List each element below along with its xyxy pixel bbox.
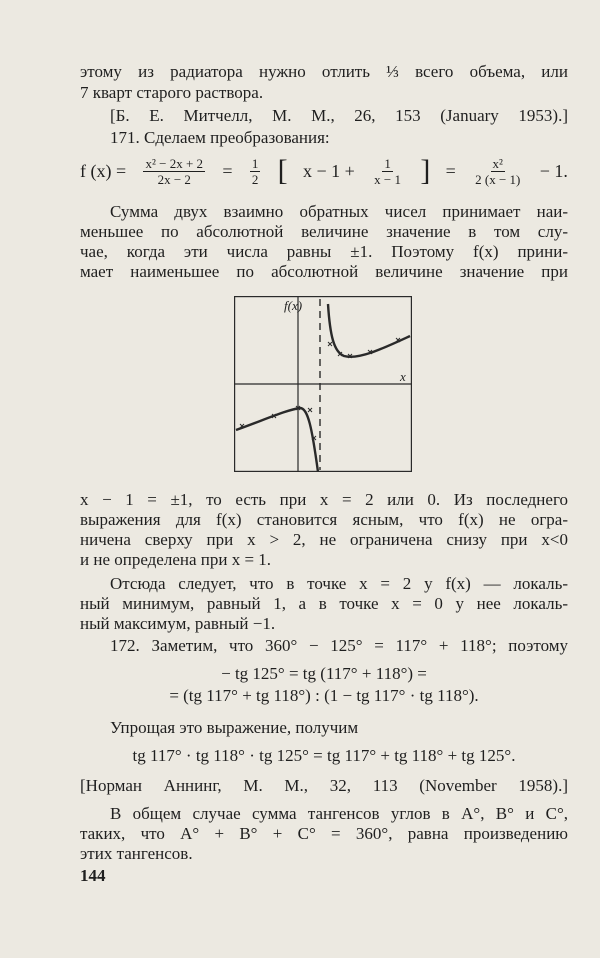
text-line-2: 7 кварт старого раствора.	[80, 83, 264, 102]
text-line-22: В общем случае сумма тангенсов углов в A°, B° и C°,	[110, 804, 568, 823]
formula-middle: x − 1 +	[303, 160, 355, 181]
problem-172-heading: 172. Заметим, что 360° − 125° = 117° + 118°; поэтому	[110, 636, 568, 655]
page-number: 144	[80, 866, 106, 885]
text-line-1: этому из радиатора нужно отлить ⅓ всего объема, или	[80, 62, 568, 81]
fraction-3	[372, 156, 403, 187]
text-line-13: Отсюда следует, что в точке x = 2 у f(x) — локаль-	[110, 574, 568, 593]
right-bracket: ]	[420, 154, 431, 187]
fraction-1-denominator: 2x − 2	[157, 171, 191, 187]
fraction-4-denominator: 2 (x − 1)	[475, 171, 521, 187]
text-line-10: выражения для f(x) становится ясным, что f(x) не огра-	[80, 510, 568, 529]
equation-line-2: = (tg 117° + tg 118°) : (1 − tg 117° · tg 118°).	[169, 686, 479, 705]
result-equation: tg 117° · tg 118° · tg 125° = tg 117° + tg 118° + tg 125°.	[132, 746, 516, 765]
text-line-14: ный минимум, равный 1, а в точке x = 0 у нее локаль-	[80, 594, 568, 613]
formula-tail: − 1.	[539, 160, 568, 181]
fraction-2-denominator: 2	[251, 171, 259, 187]
equation-line-1: − tg 125° = tg (117° + 118°) =	[221, 664, 427, 683]
text-line-12: и не определена при x = 1.	[80, 550, 272, 569]
text-line-23: таких, что A° + B° + C° = 360°, равна произведению	[80, 824, 568, 843]
fraction-1	[143, 156, 205, 187]
formula-equals-2: =	[445, 160, 456, 181]
text-line-8: мает наименьшее по абсолютной величине значение при	[80, 262, 568, 281]
text-line-6: меньшее по абсолютной величине значение в том слу-	[80, 222, 568, 241]
left-bracket: [	[277, 154, 288, 187]
formula-lhs: f (x) =	[80, 160, 127, 181]
citation-mitchell: [Б. Е. Митчелл, М. М., 26, 153 (January 1953).]	[110, 106, 568, 125]
formula-equals-1: =	[222, 160, 233, 181]
problem-171-heading: 171. Сделаем преобразования:	[110, 128, 330, 147]
fraction-4-numerator: x²	[492, 155, 503, 171]
fraction-3-denominator: x − 1	[374, 171, 401, 187]
fraction-2-numerator: 1	[251, 155, 259, 171]
text-line-19: Упрощая это выражение, получим	[110, 718, 359, 737]
right-branch-curve	[328, 304, 410, 357]
transformation-formula	[80, 150, 568, 192]
text-line-11: ничена сверху при x > 2, не ограничена снизу при x<0	[80, 530, 568, 549]
text-line-9: x − 1 = ±1, то есть при x = 2 или 0. Из последнего	[80, 490, 568, 509]
y-axis-label: f(x)	[284, 298, 303, 313]
text-line-24: этих тангенсов.	[80, 844, 193, 863]
text-line-5: Сумма двух взаимно обратных чисел принимает наи-	[110, 202, 568, 221]
citation-anning: [Норман Аннинг, М. М., 32, 113 (November 1958).]	[80, 776, 568, 795]
fraction-1-numerator: x² − 2x + 2	[145, 155, 204, 171]
fraction-4	[473, 156, 522, 187]
text-line-15: ный максимум, равный −1.	[80, 614, 276, 633]
fraction-2	[250, 156, 261, 187]
text-line-7: чае, когда эти числа равны ±1. Поэтому f(x) прини-	[80, 242, 568, 261]
fraction-3-numerator: 1	[384, 155, 391, 171]
x-axis-label: x	[400, 369, 406, 384]
function-graph	[234, 296, 412, 472]
left-branch-curve	[236, 408, 318, 472]
